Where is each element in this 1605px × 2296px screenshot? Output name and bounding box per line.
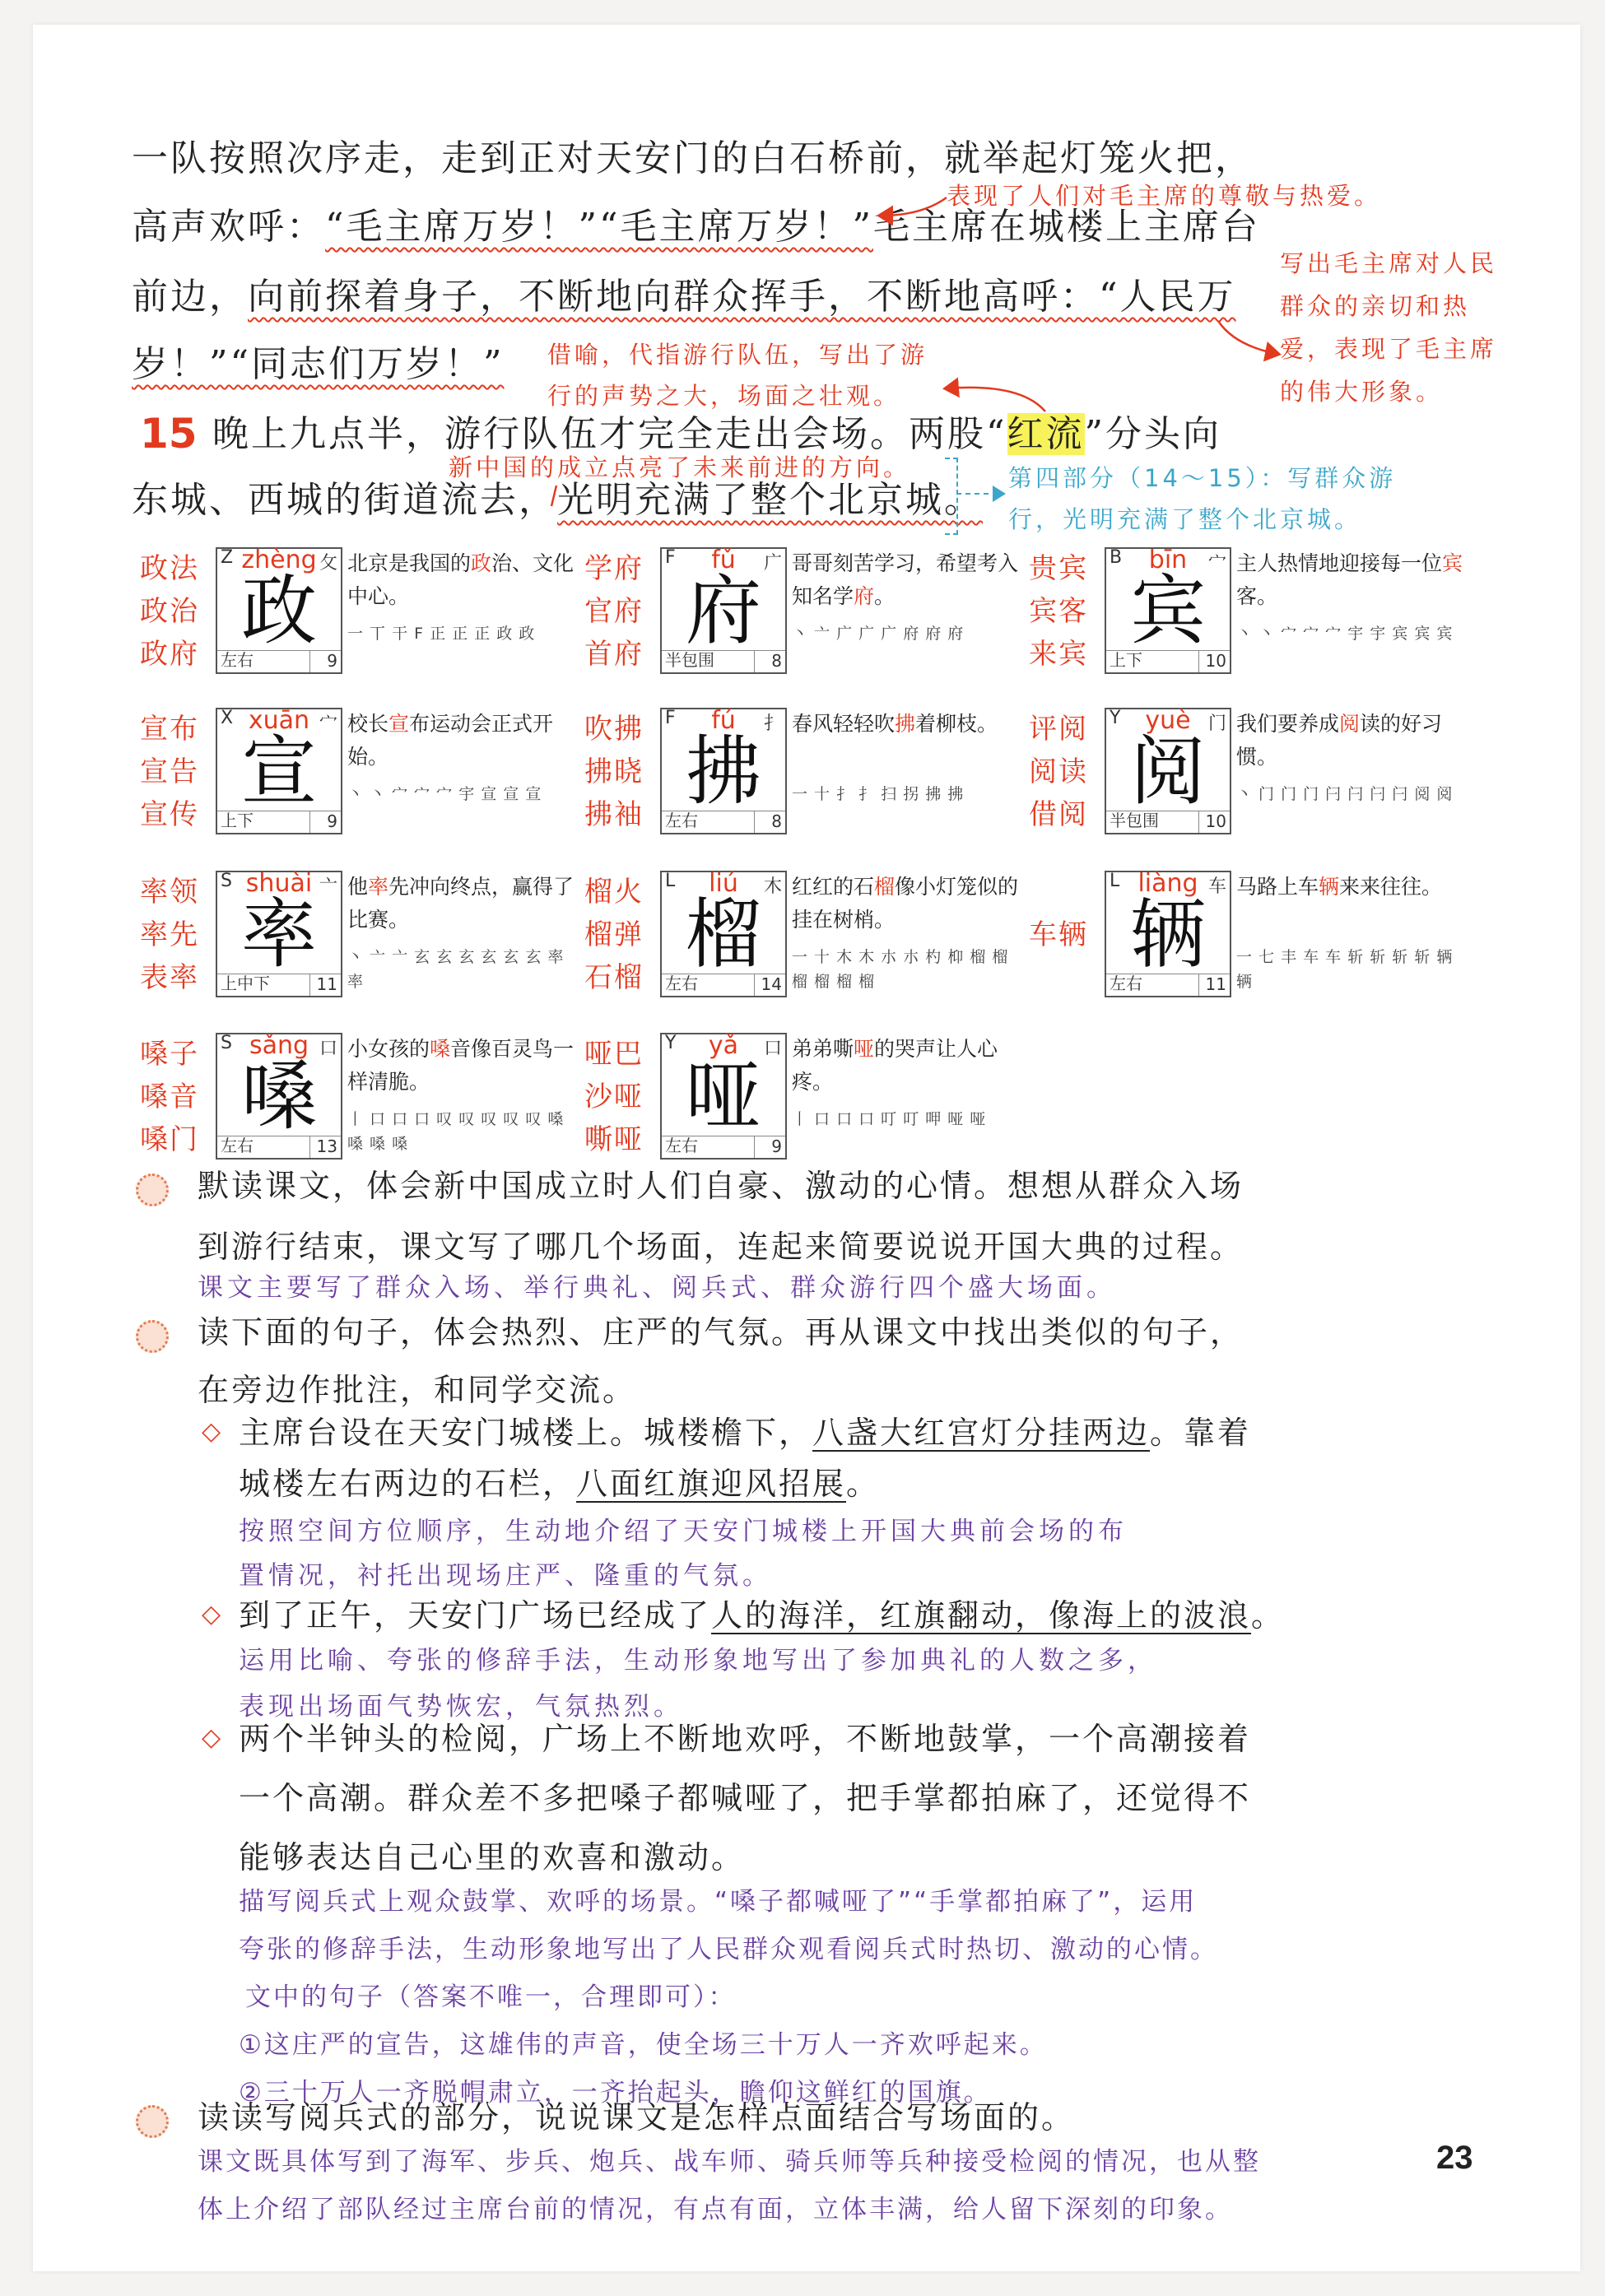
word-item: 榴火 <box>584 876 644 909</box>
stroke-count: 10 <box>1205 651 1226 671</box>
sentence-part: 的哭声让人心疼。 <box>792 1037 998 1094</box>
sentence-part: 先冲向终点，赢得了比赛。 <box>347 875 575 932</box>
structure: 上下 <box>221 811 254 830</box>
sentence-3-line-1: 两个半钟头的检阅，广场上不断地欢呼，不断地鼓掌，一个高潮接着 <box>239 1721 1252 1757</box>
pinyin: zhèng <box>241 546 317 574</box>
word-list <box>140 1033 214 1161</box>
radical: 扌 <box>763 713 782 734</box>
stroke-order: 丶 丶 宀 宀 宀 宇 宣 宣 宣 <box>347 785 542 803</box>
character: 拂 <box>685 727 761 816</box>
stroke-count: 13 <box>316 1136 337 1156</box>
sentence-part: 来来往往。 <box>1339 875 1443 899</box>
initial-letter: Y <box>665 1033 677 1053</box>
word-list <box>584 708 658 836</box>
sentence-highlight: 宣 <box>388 712 410 736</box>
stroke-count: 8 <box>771 811 782 831</box>
word-item: 来宾 <box>1029 638 1088 671</box>
radical: 车 <box>1207 876 1226 897</box>
structure: 左右 <box>665 974 698 993</box>
box-divider <box>309 1136 310 1158</box>
word-item: 借阅 <box>1029 798 1088 831</box>
sentence-part: 小女孩的 <box>347 1037 430 1061</box>
initial-letter: F <box>665 547 676 568</box>
stroke-order: 一 十 扌 扌 扫 拐 拂 拂 <box>792 785 965 803</box>
structure: 左右 <box>665 1136 698 1155</box>
word-item: 嗓门 <box>140 1123 199 1156</box>
character: 辆 <box>1129 890 1206 978</box>
character-box <box>216 871 342 997</box>
pinyin: fú <box>711 706 736 735</box>
paragraph-number-15: 15 <box>140 410 198 458</box>
character-box <box>660 1033 787 1160</box>
pinyin: liú <box>709 869 738 898</box>
sentence-3-line-3: 能够表达自己心里的欢喜和激动。 <box>239 1839 746 1875</box>
character-box <box>660 708 787 834</box>
sentence-part: 他 <box>347 875 369 899</box>
sentence-highlight: 哑 <box>854 1037 875 1061</box>
structure: 左右 <box>665 811 698 830</box>
radical: 口 <box>319 1039 337 1059</box>
example-sentence <box>792 708 1022 741</box>
sentence-part: 布运动会正式开始。 <box>347 712 554 769</box>
stroke-count: 11 <box>1205 974 1226 994</box>
sentence-part: 校长 <box>347 712 389 736</box>
sentence-1-line-2: 城楼左右两边的石栏，八面红旗迎风招展。 <box>239 1466 881 1502</box>
stroke-order: 丶 亠 亠 玄 玄 玄 玄 玄 玄 率 率 <box>347 948 565 991</box>
pinyin: bīn <box>1148 546 1188 574</box>
box-divider <box>1198 651 1199 672</box>
word-item: 阅读 <box>1029 755 1088 788</box>
word-item: 宾客 <box>1029 595 1088 628</box>
box-divider <box>754 1136 755 1158</box>
char-card-fú <box>584 708 1029 848</box>
diamond-bullet-1: ◇ <box>202 1417 221 1446</box>
passage-line-3: 前边，向前探着身子，不断地向群众挥手，不断地高呼：“人民万 <box>132 276 1236 318</box>
word-item: 嗓子 <box>140 1038 199 1071</box>
sentence-part: 像小灯笼似的挂在树梢。 <box>792 875 1019 932</box>
initial-letter: F <box>665 708 676 728</box>
box-divider <box>217 650 341 651</box>
word-list <box>584 871 658 999</box>
stroke-order: 一 丅 干 F 正 正 正 政 政 <box>347 625 536 643</box>
stroke-count: 11 <box>316 974 337 994</box>
sentence-highlight: 榴 <box>874 875 896 899</box>
question-badge-3 <box>136 2105 169 2138</box>
word-item: 哑巴 <box>584 1038 644 1071</box>
initial-letter: X <box>221 708 234 728</box>
word-item: 政治 <box>140 595 199 628</box>
pinyin: liàng <box>1137 869 1198 898</box>
character: 政 <box>240 567 317 655</box>
word-item: 宣告 <box>140 755 199 788</box>
example-sentence <box>792 871 1022 937</box>
note-respect: 表现了人们对毛主席的尊敬与热爱。 <box>947 182 1382 210</box>
stroke-order: 丶 亠 广 广 广 府 府 府 <box>792 625 965 643</box>
character-box <box>1105 547 1231 674</box>
char-card-bīn <box>1029 547 1473 687</box>
char-card-liú <box>584 871 1029 1011</box>
initial-letter: S <box>221 1033 232 1053</box>
word-item: 榴弹 <box>584 918 644 951</box>
pinyin: xuān <box>248 706 310 735</box>
word-item: 沙哑 <box>584 1081 644 1113</box>
radical: 口 <box>763 1039 782 1059</box>
pinyin: fǔ <box>711 546 736 574</box>
stroke-count: 9 <box>771 1136 782 1156</box>
box-divider <box>309 811 310 833</box>
example-sentence <box>792 547 1022 613</box>
answer-4: 描写阅兵式上观众鼓掌、欢呼的场景。“嗓子都喊哑了”“手掌都拍麻了”，运用 夸张的修辞手法，生动形象地写出了人民群众观看阅兵式时热切、激动的心情。 文中的句子（答案不唯一，合理即可）： ①这庄严的宣告，这雄伟的声音，使全场三十万人一齐欢呼起来。 ②三十万人一齐脱帽肃立，一齐抬起头，瞻仰这鲜红的国旗。 <box>239 1887 1218 2108</box>
answer-3: 运用比喻、夸张的修辞手法，生动形象地写出了参加典礼的人数之多， 表现出场面气势恢宏，气氛热烈。 <box>239 1646 1157 1722</box>
stroke-order: 丶 门 门 门 闩 闩 闩 闩 阅 阅 <box>1236 785 1454 803</box>
word-list <box>1029 913 1103 956</box>
structure: 上中下 <box>221 974 270 993</box>
stroke-order: 一 七 丰 车 车 斩 斩 斩 斩 辆 辆 <box>1236 948 1454 991</box>
char-card-xuān <box>140 708 584 848</box>
character: 阅 <box>1129 727 1206 816</box>
box-divider <box>1198 974 1199 996</box>
radical: 攵 <box>319 553 337 574</box>
word-item: 宣布 <box>140 713 199 746</box>
page-number: 23 <box>1436 2140 1473 2176</box>
character-box <box>216 708 342 834</box>
sentence-highlight: 宾 <box>1442 551 1463 575</box>
example-sentence <box>792 1033 1022 1099</box>
initial-letter: S <box>221 871 232 891</box>
stroke-order: 一 十 木 木 朩 朩 杓 枊 榴 榴 榴 榴 榴 榴 <box>792 948 1009 991</box>
initial-letter: L <box>1110 871 1120 891</box>
example-sentence <box>347 871 578 937</box>
pinyin: shuài <box>245 869 313 898</box>
initial-letter: Z <box>221 547 234 568</box>
passage-line-1: 一队按照次序走，走到正对天安门的白石桥前，就举起灯笼火把， <box>132 137 1254 179</box>
word-item: 嘶哑 <box>584 1123 644 1156</box>
word-item: 宣传 <box>140 798 199 831</box>
stroke-order: 丨 口 口 口 叮 叮 呷 哑 哑 <box>792 1110 987 1128</box>
example-sentence <box>1236 708 1467 774</box>
question-badge-2 <box>136 1320 169 1353</box>
character-box <box>216 1033 342 1160</box>
sentence-part: 我们要养成 <box>1236 712 1340 736</box>
note-chairman: 写出毛主席对人民 群众的亲切和热 爱，表现了毛主席 的伟大形象。 <box>1280 249 1498 406</box>
radical: 亠 <box>319 876 337 897</box>
example-sentence <box>1236 871 1467 904</box>
character-box <box>660 547 787 674</box>
character-box <box>216 547 342 674</box>
initial-letter: B <box>1110 547 1123 568</box>
char-card-yuè <box>1029 708 1473 848</box>
diamond-bullet-2: ◇ <box>202 1600 221 1629</box>
answer-1: 课文主要写了群众入场、举行典礼、阅兵式、群众游行四个盛大场面。 <box>198 1273 1116 1303</box>
pinyin: yǎ <box>708 1031 739 1060</box>
char-card-yǎ <box>584 1033 1029 1173</box>
sentence-part: 客。 <box>1236 584 1278 608</box>
sentence-part: 哥哥刻苦学习，希望考入知名学 <box>792 551 1019 608</box>
box-divider <box>1198 811 1199 833</box>
character: 榴 <box>685 890 761 978</box>
sentence-highlight: 率 <box>368 875 389 899</box>
sentence-part: 马路上车 <box>1236 875 1319 899</box>
stroke-count: 8 <box>771 651 782 671</box>
radical: 门 <box>1207 713 1226 734</box>
char-card-zhèng <box>140 547 584 687</box>
radical: 宀 <box>1207 553 1226 574</box>
note-metaphor: 借喻，代指游行队伍，写出了游 行的声势之大，场面之壮观。 <box>547 341 928 410</box>
word-item: 政法 <box>140 552 199 585</box>
character: 宣 <box>240 727 317 816</box>
structure: 左右 <box>1110 974 1142 993</box>
box-divider <box>754 811 755 833</box>
question-1-line-2: 到游行结束，课文写了哪几个场面，连起来简要说说开国大典的过程。 <box>198 1229 1244 1265</box>
character-box <box>1105 708 1231 834</box>
sentence-highlight: 嗓 <box>430 1037 451 1061</box>
stroke-count: 10 <box>1205 811 1226 831</box>
structure: 左右 <box>221 650 254 670</box>
sentence-3-line-2: 一个高潮。群众差不多把嗓子都喊哑了，把手掌都拍麻了，还觉得不 <box>239 1780 1252 1816</box>
char-card-fǔ <box>584 547 1029 687</box>
example-sentence <box>347 708 578 774</box>
sentence-part: 主人热情地迎接每一位 <box>1236 551 1443 575</box>
box-divider <box>754 651 755 672</box>
word-list <box>1029 547 1103 676</box>
question-badge-1 <box>136 1174 169 1206</box>
char-card-shuài <box>140 871 584 1011</box>
diamond-bullet-3: ◇ <box>202 1723 221 1752</box>
sentence-2: 到了正午，天安门广场已经成了人的海洋，红旗翻动，像海上的波浪。 <box>239 1597 1286 1634</box>
radical: 广 <box>763 553 782 574</box>
bracket-part-four <box>945 458 958 535</box>
initial-letter: Y <box>1110 708 1121 728</box>
stroke-count: 9 <box>327 651 337 671</box>
box-divider <box>1106 650 1230 651</box>
answer-2: 按照空间方位顺序，生动地介绍了天安门城楼上开国大典前会场的布 置情况，衬托出现场庄严、隆重的气氛。 <box>239 1517 1128 1591</box>
word-list <box>140 708 214 836</box>
structure: 半包围 <box>1110 811 1159 830</box>
character: 哑 <box>685 1053 761 1141</box>
sentence-part: 音像百灵鸟一样清脆。 <box>347 1037 575 1094</box>
word-item: 贵宾 <box>1029 552 1088 585</box>
structure: 上下 <box>1110 650 1142 670</box>
word-item: 率先 <box>140 918 199 951</box>
word-item: 石榴 <box>584 961 644 994</box>
sentence-part: 红红的石 <box>792 875 875 899</box>
question-1-line-1: 默读课文，体会新中国成立时人们自豪、激动的心情。想想从群众入场 <box>198 1168 1244 1204</box>
box-divider <box>662 650 785 651</box>
question-2-line-1: 读下面的句子，体会热烈、庄严的气氛。再从课文中找出类似的句子， <box>198 1314 1244 1350</box>
note-new-china: 新中国的成立点亮了未来前进的方向。 <box>449 453 911 481</box>
word-item: 拂袖 <box>584 798 644 831</box>
word-item: 表率 <box>140 961 199 994</box>
word-item: 吹拂 <box>584 713 644 746</box>
answer-5: 课文既具体写到了海军、步兵、炮兵、战车师、骑兵师等兵种接受检阅的情况，也从整 体上介绍了部队经过主席台前的情况，有点有面，立体丰满，给人留下深刻的印象。 <box>198 2147 1261 2224</box>
character-box <box>660 871 787 997</box>
char-card-sǎng <box>140 1033 584 1173</box>
word-item: 率领 <box>140 876 199 909</box>
sentence-part: 读的好习惯。 <box>1236 712 1443 769</box>
word-list <box>584 547 658 676</box>
box-divider <box>754 974 755 996</box>
sentence-highlight: 拂 <box>895 712 916 736</box>
box-divider <box>309 651 310 672</box>
sentence-1-line-1: 主席台设在天安门城楼上。城楼檐下，八盏大红宫灯分挂两边。靠着 <box>239 1415 1252 1451</box>
example-sentence <box>347 547 578 613</box>
word-item: 拂晓 <box>584 755 644 788</box>
character: 率 <box>240 890 317 978</box>
stroke-order: 丶 丶 宀 宀 宀 宇 宇 宾 宾 宾 <box>1236 625 1454 643</box>
word-item: 首府 <box>584 638 644 671</box>
sentence-part: 春风轻轻吹 <box>792 712 896 736</box>
stroke-count: 9 <box>327 811 337 831</box>
pinyin: sǎng <box>249 1031 309 1060</box>
stroke-order: 丨 口 口 口 叹 叹 叹 叹 叹 嗓 嗓 嗓 嗓 <box>347 1110 565 1153</box>
sentence-highlight: 辆 <box>1319 875 1340 899</box>
word-list <box>140 871 214 999</box>
word-item: 官府 <box>584 595 644 628</box>
structure: 半包围 <box>665 650 714 670</box>
character: 府 <box>685 567 761 655</box>
character: 嗓 <box>240 1053 317 1141</box>
word-item: 车辆 <box>1029 918 1088 951</box>
example-sentence <box>1236 547 1467 613</box>
sentence-part: 北京是我国的 <box>347 551 472 575</box>
question-2-line-2: 在旁边作批注，和同学交流。 <box>198 1372 637 1408</box>
sentence-part: 弟弟嘶 <box>792 1037 854 1061</box>
word-list <box>584 1033 658 1161</box>
question-3: 读读写阅兵式的部分，说说课文是怎样点面结合写场面的。 <box>198 2099 1076 2136</box>
sentence-part: 。 <box>874 584 896 608</box>
structure: 左右 <box>221 1136 254 1155</box>
character-box <box>1105 871 1231 997</box>
word-item: 评阅 <box>1029 713 1088 746</box>
pinyin: yuè <box>1145 706 1191 735</box>
passage-line-6: 东城、西城的街道流去，光明充满了整个北京城。 <box>132 479 983 521</box>
passage-line-2: 高声欢呼：“毛主席万岁！”“毛主席万岁！”毛主席在城楼上主席台 <box>132 206 1260 248</box>
stroke-count: 14 <box>761 974 782 994</box>
word-item: 嗓音 <box>140 1081 199 1113</box>
word-list <box>1029 708 1103 836</box>
box-divider <box>309 974 310 996</box>
sentence-part: 着柳枝。 <box>915 712 998 736</box>
note-part-four: 第四部分（14～15）：写群众游 行，光明充满了整个北京城。 <box>1008 464 1397 533</box>
word-list <box>140 547 214 676</box>
sentence-highlight: 政 <box>471 551 492 575</box>
radical: 木 <box>763 876 782 897</box>
initial-letter: L <box>665 871 676 891</box>
char-card-liàng <box>1029 871 1473 1011</box>
sentence-highlight: 府 <box>854 584 875 608</box>
radical: 宀 <box>319 713 337 734</box>
sentence-highlight: 阅 <box>1339 712 1361 736</box>
word-item: 政府 <box>140 638 199 671</box>
passage-line-4: 岁！”“同志们万岁！” <box>132 343 505 385</box>
word-item: 学府 <box>584 552 644 585</box>
character: 宾 <box>1129 567 1206 655</box>
example-sentence <box>347 1033 578 1099</box>
passage-line-5: 晚上九点半，游行队伍才完全走出会场。两股“红流”分头向 <box>212 413 1221 455</box>
sentence-part: 治、文化中心。 <box>347 551 575 608</box>
